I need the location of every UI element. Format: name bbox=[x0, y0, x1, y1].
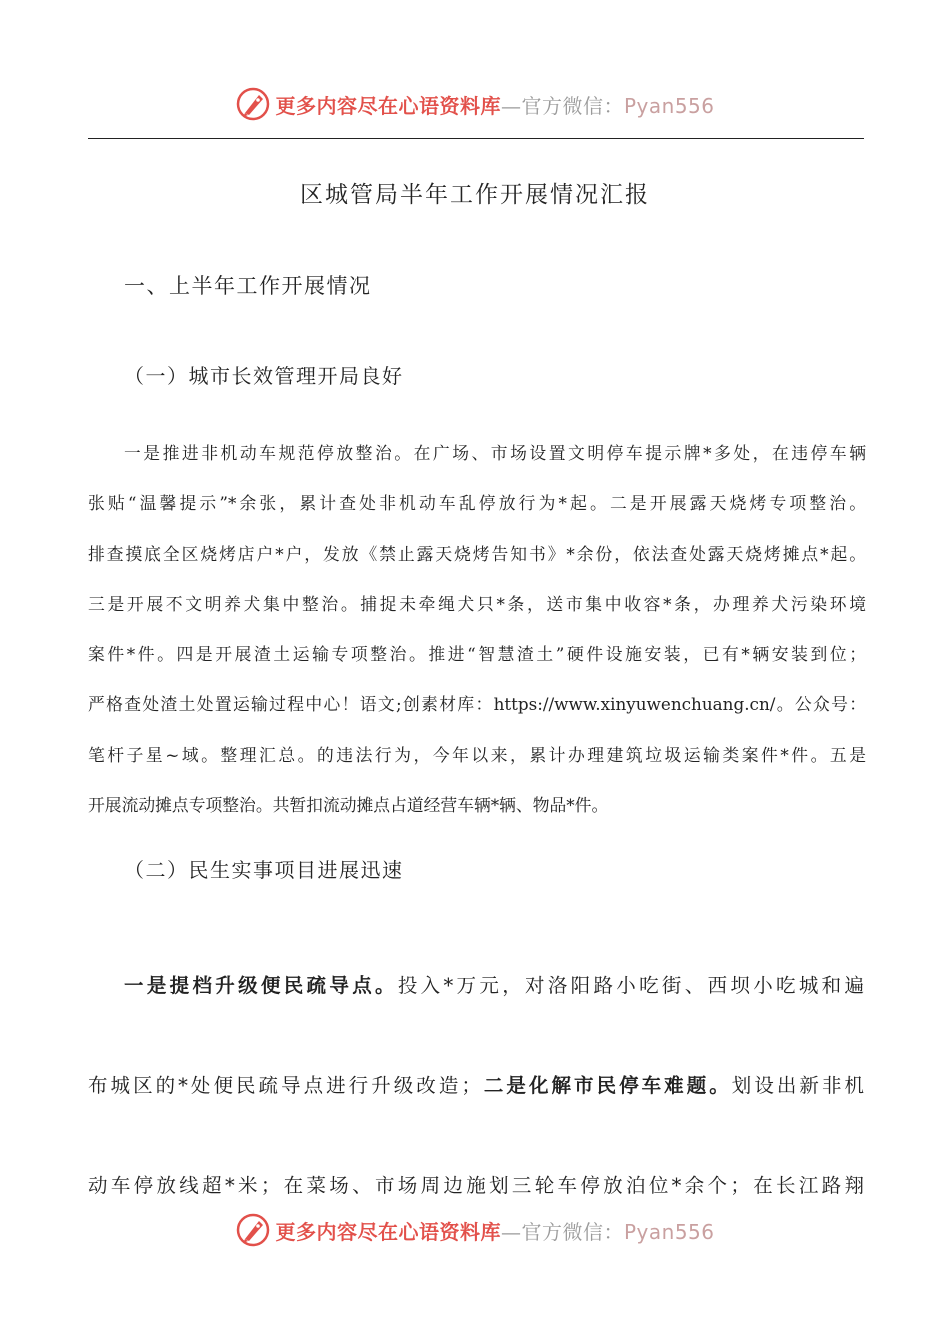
subsection-heading: （一）城市长效管理开局良好 bbox=[124, 364, 404, 388]
bold-lead: 二是化解市民停车难题。 bbox=[482, 1074, 732, 1097]
paragraph-line: 笔杆子星~域。整理汇总。的违法行为，今年以来，累计办理建筑垃圾运输类案件*件。五是 bbox=[88, 744, 866, 765]
header-divider bbox=[88, 138, 864, 139]
pen-nib-logo-icon bbox=[235, 86, 271, 122]
paragraph-line: 案件*件。四是开展渣土运输专项整治。推进“智慧渣土”硬件设施安装，已有*辆安装到位； bbox=[88, 644, 866, 665]
body-paragraph bbox=[88, 428, 866, 830]
paragraph-line: 三是开展不文明养犬集中整治。捕捉未牵绳犬只*条，送市集中收容*条，办理养犬污染环境 bbox=[88, 593, 866, 614]
footer-watermark bbox=[0, 1210, 950, 1250]
body-paragraph bbox=[88, 936, 866, 1236]
paragraph-line: 排查摸底全区烧烤店户*户，发放《禁止露天烧烤告知书》*余份，依法查处露天烧烤摊点*起。 bbox=[88, 543, 866, 564]
pen-nib-logo-icon bbox=[235, 1212, 271, 1248]
subsection-heading: （二）民生实事项目进展迅速 bbox=[124, 858, 404, 882]
header-watermark bbox=[0, 84, 950, 124]
paragraph-line: 动车停放线超*米；在菜场、市场周边施划三轮车停放泊位*余个；在长江路翔 bbox=[88, 1174, 866, 1197]
document-title: 区城管局半年工作开展情况汇报 bbox=[300, 182, 650, 208]
paragraph-line: 张贴“温馨提示”*余张，累计查处非机动车乱停放行为*起。二是开展露天烧烤专项整治。 bbox=[88, 493, 866, 514]
paragraph-line: 一是提档升级便民疏导点。投入*万元，对洛阳路小吃街、西坝小吃城和遍 bbox=[124, 974, 866, 997]
watermark-text: 更多内容尽在心语资料库—官方微信：Pyan556 bbox=[275, 1219, 715, 1244]
paragraph-line: 开展流动摊点专项整治。共暂扣流动摊点占道经营车辆*辆、物品*件。 bbox=[88, 795, 609, 816]
paragraph-line: 严格查处渣土处置运输过程中心！语文;创素材库：https://www.xinyuwenchuang.cn/。公众号： bbox=[88, 694, 866, 715]
section-heading: 一、上半年工作开展情况 bbox=[124, 274, 372, 298]
paragraph-line: 一是推进非机动车规范停放整治。在广场、市场设置文明停车提示牌*多处，在违停车辆 bbox=[124, 443, 866, 463]
bold-lead: 一是提档升级便民疏导点。 bbox=[124, 974, 398, 997]
watermark-text: 更多内容尽在心语资料库—官方微信：Pyan556 bbox=[275, 93, 715, 118]
paragraph-line: 布城区的*处便民疏导点进行升级改造；二是化解市民停车难题。划设出新非机 bbox=[88, 1074, 866, 1097]
